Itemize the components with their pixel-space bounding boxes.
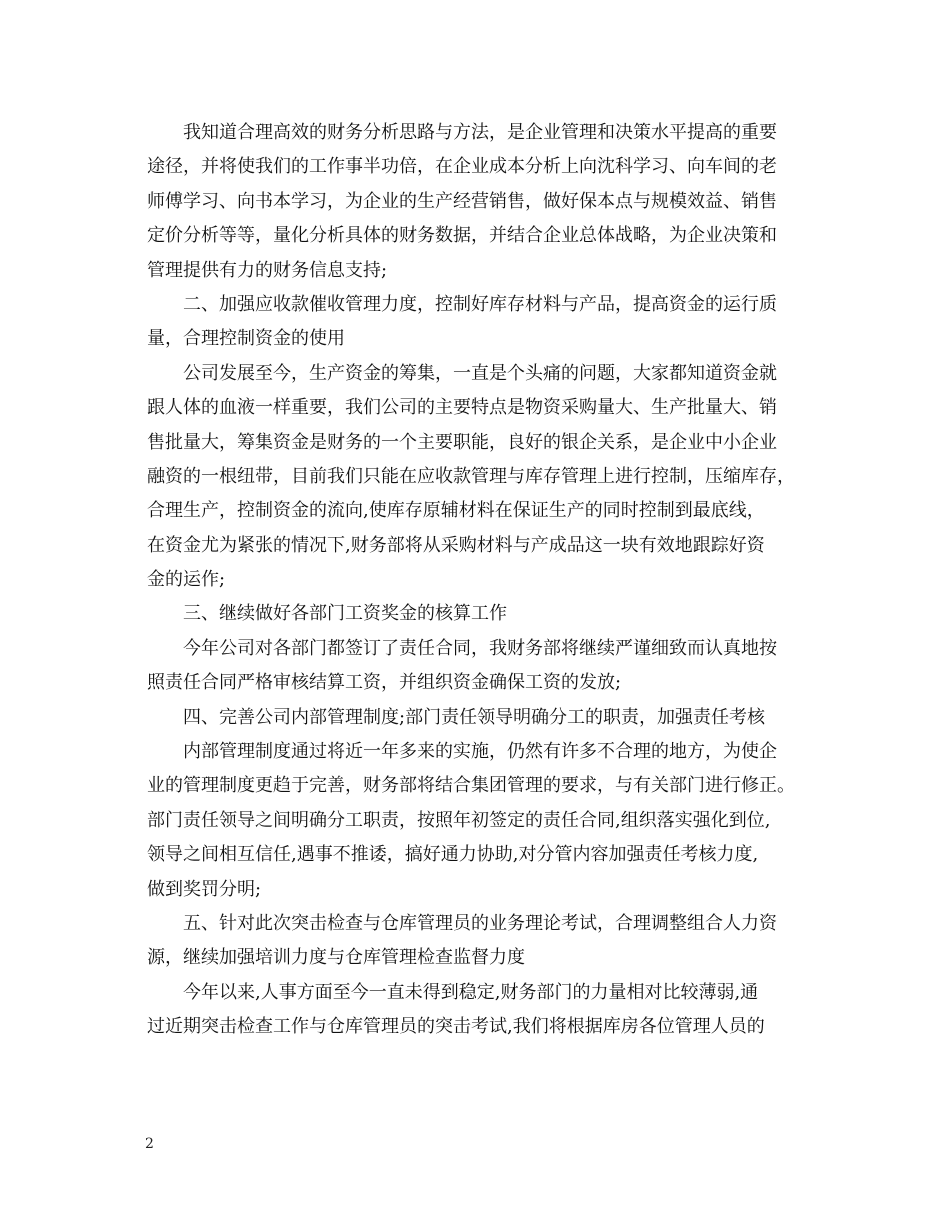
text-line: 我知道合理高效的财务分析思路与方法，是企业管理和决策水平提高的重要 bbox=[183, 122, 777, 143]
text-line: 师傅学习、向书本学习，为企业的生产经营销售，做好保本点与规模效益、销售 bbox=[147, 190, 777, 212]
text-line: 做到奖罚分明; bbox=[147, 878, 262, 900]
page-number: 2 bbox=[145, 1136, 154, 1152]
text-line: 金的运作; bbox=[147, 569, 226, 591]
paragraph-financial-analysis bbox=[147, 116, 819, 288]
text-line: 过近期突击检查工作与仓库管理员的突击考试,我们将根据库房各位管理人员的 bbox=[147, 1016, 765, 1038]
text-line: 定价分析等等，量化分析具体的财务数据，并结合企业总体战略，为企业决策和 bbox=[147, 225, 777, 247]
text-line: 途径，并将使我们的工作事半功倍，在企业成本分析上向沈科学习、向车间的老 bbox=[147, 156, 777, 178]
text-line: 今年公司对各部门都签订了责任合同，我财务部将继续严谨细致而认真地按 bbox=[183, 637, 777, 659]
text-line: 业的管理制度更趋于完善，财务部将结合集团管理的要求，与有关部门进行修正。 bbox=[147, 775, 795, 797]
paragraph-personnel bbox=[147, 976, 819, 1045]
text-line: 内部管理制度通过将近一年多来的实施，仍然有许多不合理的地方，为使企 bbox=[183, 741, 777, 763]
text-line: 今年以来,人事方面至今一直未得到稳定,财务部门的力量相对比较薄弱,通 bbox=[183, 981, 759, 1003]
section-heading-3 bbox=[147, 597, 819, 631]
text-line: 三、继续做好各部门工资奖金的核算工作 bbox=[183, 603, 507, 625]
text-line: 融资的一根纽带，目前我们只能在应收款管理与库存管理上进行控制，压缩库存， bbox=[147, 465, 795, 487]
paragraph-funding bbox=[147, 357, 819, 598]
text-line: 公司发展至今，生产资金的筹集，一直是个头痛的问题，大家都知道资金就 bbox=[183, 362, 777, 384]
section-heading-5 bbox=[147, 907, 819, 976]
text-line: 管理提供有力的财务信息支持; bbox=[147, 259, 388, 281]
paragraph-wages bbox=[147, 632, 819, 701]
section-heading-2 bbox=[147, 288, 819, 357]
text-line: 二、加强应收款催收管理力度，控制好库存材料与产品，提高资金的运行质 bbox=[183, 293, 777, 315]
text-line: 量，合理控制资金的使用 bbox=[147, 328, 345, 350]
text-line: 在资金尤为紧张的情况下,财务部将从采购材料与产成品这一块有效地跟踪好资 bbox=[147, 534, 765, 556]
text-line: 售批量大，筹集资金是财务的一个主要职能，良好的银企关系，是企业中小企业 bbox=[147, 431, 777, 453]
text-line: 源，继续加强培训力度与仓库管理检查监督力度 bbox=[147, 947, 525, 969]
document-body bbox=[147, 116, 819, 1045]
text-line: 领导之间相互信任,遇事不推诿，搞好通力协助,对分管内容加强责任考核力度, bbox=[147, 844, 759, 866]
section-heading-4 bbox=[147, 701, 819, 735]
text-line: 照责任合同严格审核结算工资，并组织资金确保工资的发放; bbox=[147, 672, 622, 694]
text-line: 部门责任领导之间明确分工职责，按照年初签定的责任合同,组织落实强化到位, bbox=[147, 809, 771, 831]
text-line: 五、针对此次突击检查与仓库管理员的业务理论考试，合理调整组合人力资 bbox=[183, 912, 777, 934]
paragraph-management-system bbox=[147, 735, 819, 907]
text-line: 四、完善公司内部管理制度;部门责任领导明确分工的职责，加强责任考核 bbox=[183, 706, 766, 728]
text-line: 跟人体的血液一样重要，我们公司的主要特点是物资采购量大、生产批量大、销 bbox=[147, 397, 777, 419]
text-line: 合理生产，控制资金的流向,使库存原辅材料在保证生产的同时控制到最底线， bbox=[147, 500, 765, 522]
